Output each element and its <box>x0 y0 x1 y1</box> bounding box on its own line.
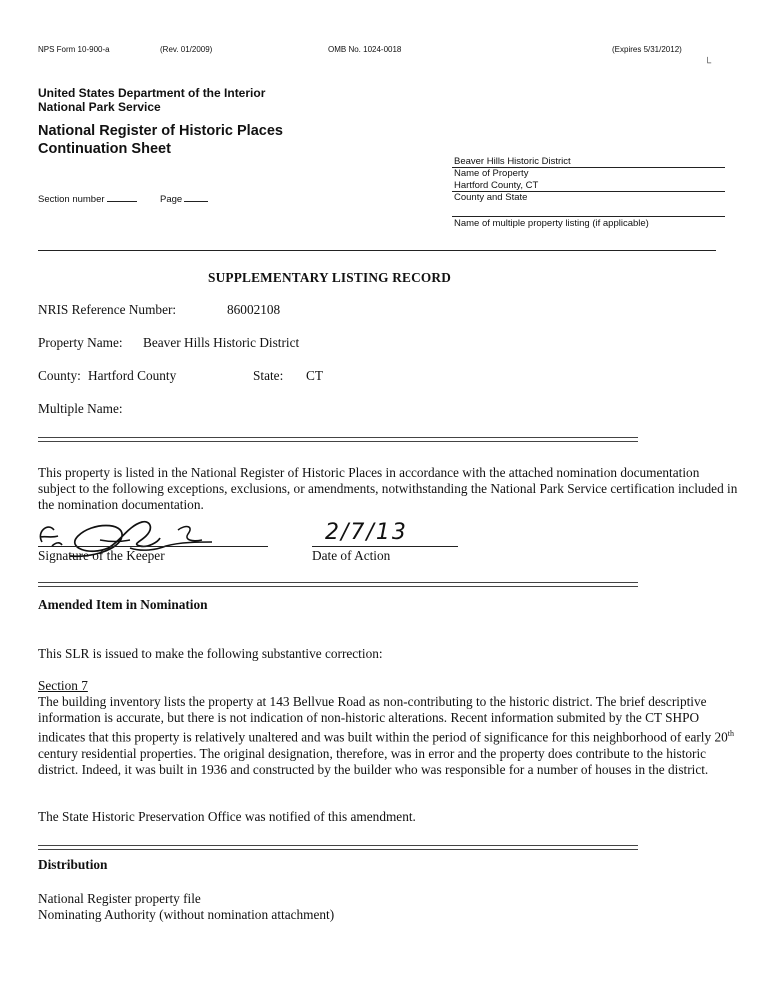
sheet-subtitle: Continuation Sheet <box>38 141 171 157</box>
property-value: Beaver Hills Historic District <box>143 335 300 350</box>
multiple-name-label: Multiple Name: <box>38 401 123 416</box>
header-rule <box>38 250 716 251</box>
amended-intro: This SLR is issued to make the following substantive correction: <box>38 646 383 661</box>
section-number-blank <box>107 192 137 202</box>
double-divider <box>38 437 638 442</box>
correction-text-part2: century residential properties. The original designation, therefore, was in error and the property does contribute to the historic district. Indeed, it was built in 1936 and constructed by the builder who was responsible for a number of houses in the district. <box>38 746 709 778</box>
county-label: County: <box>38 368 81 383</box>
listing-statement: This property is listed in the National Register of Historic Places in accordance with the attached nomination documentation subject to the following exceptions, exclusions, or amendments, notwithstanding the National Park Service certification included in the nomination documentation. <box>38 465 738 513</box>
correction-text <box>38 694 738 778</box>
nris-label: NRIS Reference Number: <box>38 302 177 317</box>
page-label: Page <box>160 194 183 205</box>
property-name-label: Name of Property <box>454 168 529 179</box>
divider <box>452 216 725 217</box>
ordinal-suffix: th <box>727 729 735 739</box>
multiple-listing-label: Name of multiple property listing (if applicable) <box>454 218 649 229</box>
date-line <box>312 546 458 547</box>
state-label: State: <box>253 368 284 383</box>
slr-heading: SUPPLEMENTARY LISTING RECORD <box>208 270 452 285</box>
signature-line <box>38 546 268 547</box>
county-value: Hartford County <box>88 368 177 383</box>
double-divider <box>38 582 638 587</box>
date-label: Date of Action <box>312 548 391 563</box>
property-info-block <box>452 156 725 236</box>
sheet-title: National Register of Historic Places <box>38 123 283 139</box>
distribution-heading: Distribution <box>38 857 108 872</box>
signature-label: Signature of the Keeper <box>38 548 165 563</box>
form-revision: (Rev. 01/2009) <box>160 45 213 54</box>
county-state-label: County and State <box>454 192 528 203</box>
form-number: NPS Form 10-900-a <box>38 45 110 54</box>
nris-value: 86002108 <box>227 302 281 317</box>
section-number-field <box>38 192 137 205</box>
department-name: United States Department of the Interior <box>38 86 266 100</box>
distribution-item: National Register property file <box>38 891 201 906</box>
service-name: National Park Service <box>38 100 161 114</box>
amended-heading: Amended Item in Nomination <box>38 597 208 612</box>
section-7-heading: Section 7 <box>38 678 88 693</box>
form-expiration: (Expires 5/31/2012) <box>612 45 682 54</box>
page-field <box>160 192 208 205</box>
state-value: CT <box>306 368 323 383</box>
distribution-item: Nominating Authority (without nomination attachment) <box>38 907 335 922</box>
correction-text-part1: The building inventory lists the property at 143 Bellvue Road as non-contributing to the historic district. The brief descriptive information is accurate, but there is not indication of non-historic alterations. Recent information submited by the CT SHPO indicates that this property is relatively unaltered and was built within the period of significance for this neighborhood of early 20 <box>38 694 728 745</box>
double-divider <box>38 845 638 850</box>
action-date: 2/7/13 <box>325 520 408 545</box>
notification-text: The State Historic Preservation Office was notified of this amendment. <box>38 809 416 824</box>
corner-mark: └ <box>704 58 712 69</box>
property-name-value: Beaver Hills Historic District <box>454 156 571 167</box>
property-label: Property Name: <box>38 335 123 350</box>
page-blank <box>184 192 208 202</box>
section-number-label: Section number <box>38 194 105 205</box>
omb-number: OMB No. 1024-0018 <box>328 45 402 54</box>
county-state-value: Hartford County, CT <box>454 180 539 191</box>
